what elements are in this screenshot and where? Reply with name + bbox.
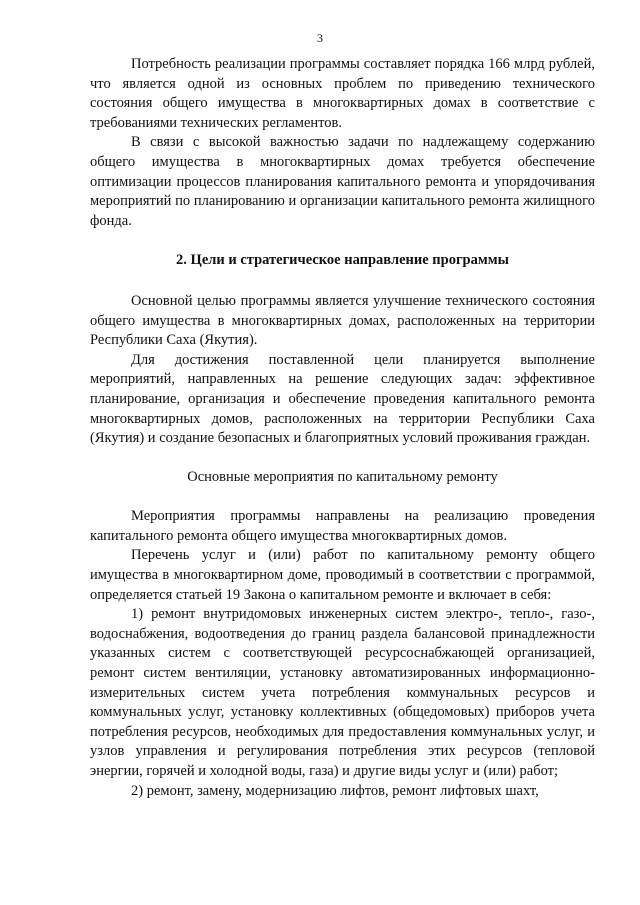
paragraph: Для достижения поставленной цели планируется выполнение мероприятий, направленных на решение следующих задач: эффективное планирование, организация и обеспечение проведения капитального ремонта многоквартирных домов, расположенных на территории Республики Саха (Якутия) и создание безопасных и благоприятных условий проживания граждан.: [90, 351, 595, 447]
paragraph: Основной целью программы является улучшение технического состояния общего имущества в многоквартирных домах, расположенных на территории Республики Саха (Якутия).: [90, 292, 595, 349]
page-number: 3: [317, 31, 323, 45]
list-item: 2) ремонт, замену, модернизацию лифтов, ремонт лифтовых шахт,: [131, 782, 539, 799]
document-body: [90, 55, 595, 801]
paragraph: Потребность реализации программы составляет порядка 166 млрд рублей, что является одной из основных проблем по приведению технического состояния общего имущества в многоквартирных домах в соответствие с требованиями технических регламентов.: [90, 56, 595, 131]
paragraph: Перечень услуг и (или) работ по капитальному ремонту общего имущества в многоквартирном доме, проводимый в соответствии с программой, определяется статьей 19 Закона о капитальном ремонте и включает в себя:: [90, 547, 595, 603]
subsection-heading: Основные мероприятия по капитальному ремонту: [187, 468, 498, 485]
list-item: 1) ремонт внутридомовых инженерных систем электро-, тепло-, газо-, водоснабжения, водоотведения до границ раздела балансовой принадлежности указанных систем с соответствующей ресурсоснабжающей организацией, ремонт систем вентиляции, установку автоматизированных информационно-измерительных систем учета потребления коммунальных ресурсов и коммунальных услуг, установку коллективных (общедомовых) приборов учета потребления ресурсов, необходимых для предоставления коммунальных услуг, и узлов управления и регулирования потребления этих ресурсов (тепловой энергии, горячей и холодной воды, газа) и другие виды услуг и (или) работ;: [90, 606, 595, 779]
paragraph: Мероприятия программы направлены на реализацию проведения капитального ремонта общего имущества многоквартирных домов.: [90, 508, 595, 544]
paragraph: В связи с высокой важностью задачи по надлежащему содержанию общего имущества в многоквартирных домах требуется обеспечение оптимизации процессов планирования капитального ремонта и упорядочивания мероприятий по планированию и организации капитального ремонта жилищного фонда.: [90, 134, 595, 229]
section-heading: 2. Цели и стратегическое направление программы: [176, 252, 509, 269]
